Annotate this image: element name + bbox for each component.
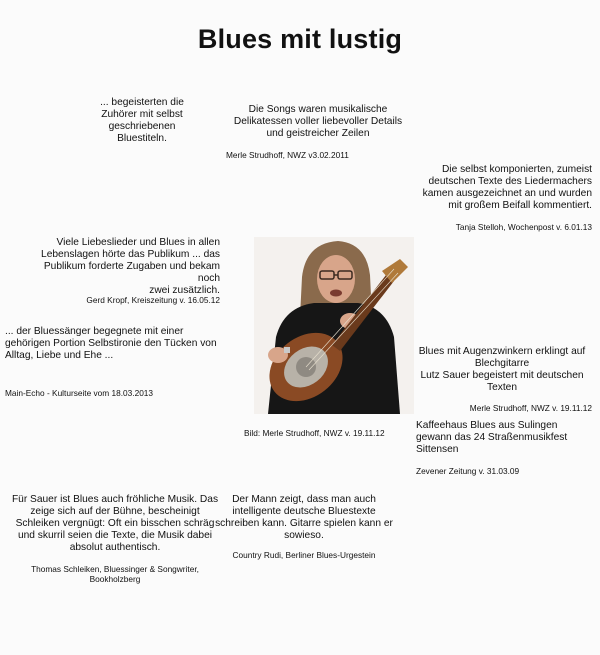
quote-selbstironie bbox=[5, 326, 225, 362]
quote-froehliche-musik bbox=[4, 494, 226, 554]
quote-line: ... der Bluessänger begegnete mit einer bbox=[5, 326, 184, 337]
quote-line: Publikum forderte Zugaben und bekam noch bbox=[43, 261, 220, 284]
quote-line: Lebenslagen hörte das Publikum ... das bbox=[41, 249, 220, 260]
quote-source-line: Bookholzberg bbox=[89, 574, 141, 584]
quote-line: Der Mann zeigt, dass man auch bbox=[232, 494, 376, 505]
quote-source: Main-Echo - Kulturseite vom 18.03.2013 bbox=[5, 388, 154, 398]
quote-source-line: Thomas Schleiken, Bluessinger & Songwriter, bbox=[31, 564, 199, 574]
quote-kaffeehaus-blues bbox=[416, 420, 596, 456]
quote-line: Bluestiteln. bbox=[117, 133, 167, 144]
quote-line: Zuhörer mit selbst bbox=[101, 109, 183, 120]
quote-source: Merle Strudhoff, NWZ v3.02.2011 bbox=[226, 150, 349, 160]
quote-source: Country Rudi, Berliner Blues-Urgestein bbox=[232, 550, 376, 560]
quote-line: gehörigen Portion Selbstironie den Tücken von bbox=[5, 338, 217, 349]
quote-source: Tanja Stelloh, Wochenpost v. 6.01.13 bbox=[455, 222, 592, 232]
quote-line: Für Sauer ist Blues auch fröhliche Musik. Das bbox=[11, 494, 219, 505]
quote-liebeslieder bbox=[20, 237, 220, 297]
quote-line: Blues mit Augenzwinkern erklingt auf bbox=[418, 346, 586, 357]
quote-line: zwei zusätzlich. bbox=[149, 285, 220, 296]
quote-line: Kaffeehaus Blues aus Sulingen bbox=[416, 420, 558, 431]
quote-source: Merle Strudhoff, NWZ v. 19.11.12 bbox=[469, 403, 592, 413]
quote-line: Delikatessen voller liebevoller Details bbox=[233, 116, 403, 127]
quote-line: und skurril seien die Texte, die Musik dabei bbox=[17, 530, 213, 541]
quote-selbst-komponiert bbox=[400, 164, 592, 212]
quote-intelligente-bluestexte bbox=[214, 494, 394, 542]
quote-line: schreiben kann. Gitarre spielen kann er bbox=[215, 518, 393, 529]
quote-source bbox=[4, 564, 226, 584]
quote-line: Viele Liebeslieder und Blues in allen bbox=[56, 237, 220, 248]
page-title: Blues mit lustig bbox=[197, 24, 403, 54]
quote-line: deutschen Texte des Liedermachers bbox=[428, 176, 592, 187]
quote-line: kamen ausgezeichnet an und wurden bbox=[422, 188, 592, 199]
quote-line: zeige sich auf der Bühne, bescheinigt bbox=[30, 506, 200, 517]
quote-line: Sittensen bbox=[416, 444, 459, 455]
quote-line: Texten bbox=[486, 382, 517, 393]
quote-line: intelligente deutsche Bluestexte bbox=[232, 506, 376, 517]
quote-source: Zevener Zeitung v. 31.03.09 bbox=[416, 466, 520, 476]
quote-source: Gerd Kropf, Kreiszeitung v. 16.05.12 bbox=[86, 295, 220, 305]
quote-line: Blechgitarre bbox=[474, 358, 530, 369]
quote-line: Die Songs waren musikalische bbox=[248, 104, 388, 115]
quote-line: ... begeisterten die bbox=[100, 97, 184, 108]
quote-line: und geistreicher Zeilen bbox=[266, 128, 370, 139]
quote-line: geschriebenen bbox=[108, 121, 176, 132]
quote-line: Lutz Sauer begeistert mit deutschen bbox=[420, 370, 584, 381]
quote-line: sowieso. bbox=[284, 530, 324, 541]
quote-line: Die selbst komponierten, zumeist bbox=[441, 164, 592, 175]
quote-line: mit großem Beifall kommentiert. bbox=[448, 200, 592, 211]
quote-line: absolut authentisch. bbox=[69, 542, 161, 553]
quote-line: gewann das 24 Straßenmusikfest bbox=[416, 432, 568, 443]
quote-songs-delikatessen bbox=[222, 104, 414, 140]
photo-caption: Bild: Merle Strudhoff, NWZ v. 19.11.12 bbox=[244, 428, 385, 438]
quote-line: Schleiken vergnügt: Oft ein bisschen schräg bbox=[15, 518, 215, 529]
quote-augenzwinkern bbox=[412, 346, 592, 394]
musician-photo bbox=[254, 237, 414, 414]
quote-line: Alltag, Liebe und Ehe ... bbox=[5, 350, 114, 361]
quote-begeisterten bbox=[72, 97, 212, 145]
musician-with-resonator-guitar-image bbox=[254, 237, 414, 414]
